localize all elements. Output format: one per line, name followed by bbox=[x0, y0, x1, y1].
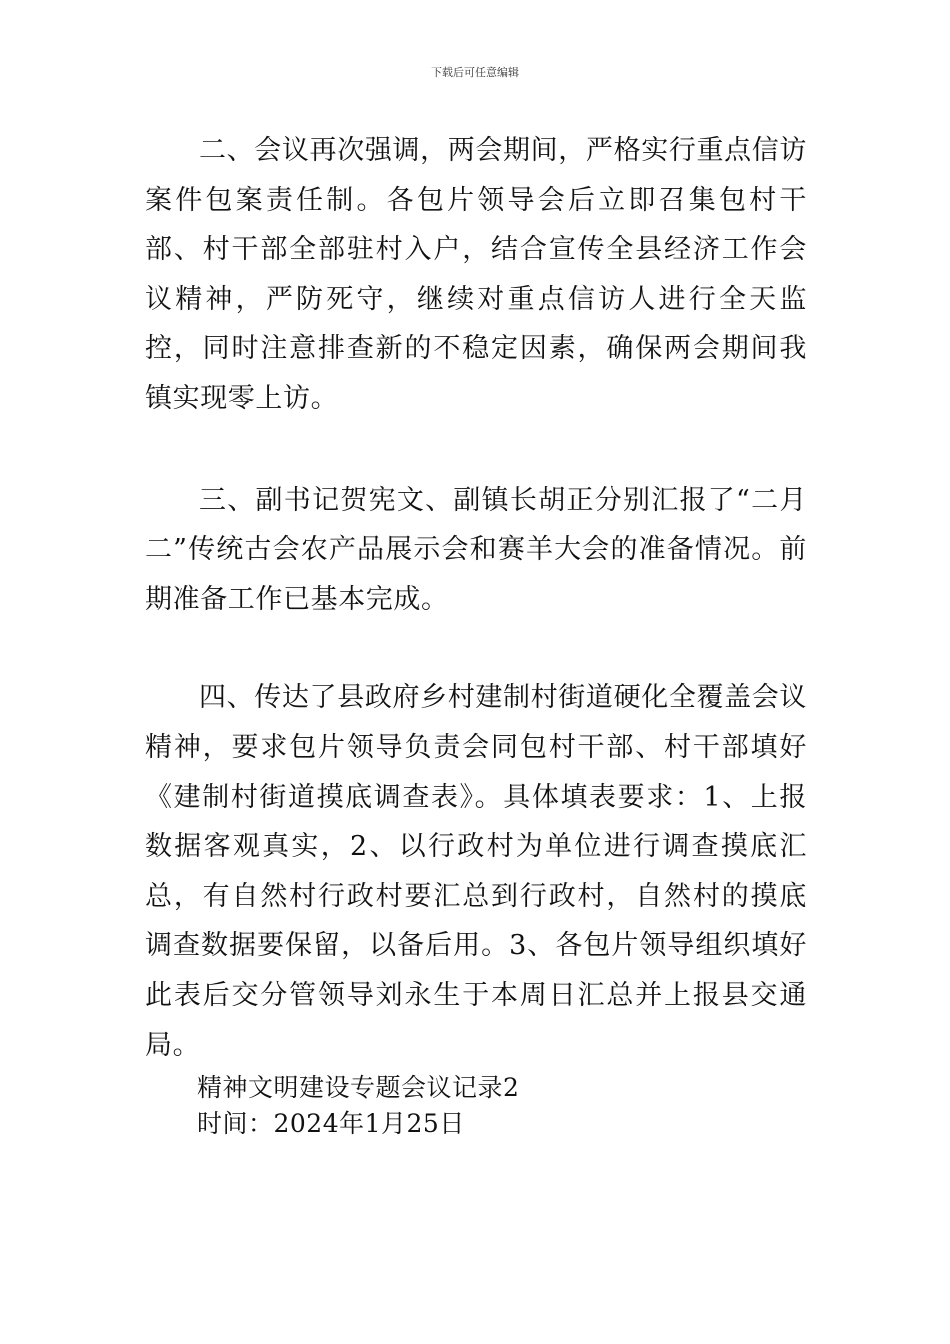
paragraph-four: 四、传达了县政府乡村建制村街道硬化全覆盖会议精神，要求包片领导负责会同包村干部、村干部填好《建制村街道摸底调查表》。具体填表要求：1、上报数据客观真实，2、以行政村为单位进行调查摸底汇总，有自然村行政村要汇总到行政村，自然村的摸底调查数据要保留，以备后用。3、各包片领导组织填好此表后交分管领导刘永生于本周日汇总并上报县交通局。 bbox=[145, 682, 807, 1061]
paragraph-two: 二、会议再次强调，两会期间，严格实行重点信访案件包案责任制。各包片领导会后立即召集包村干部、村干部全部驻村入户，结合宣传全县经济工作会议精神，严防死守，继续对重点信访人进行全天监控，同时注意排查新的不稳定因素，确保两会期间我镇实现零上访。 bbox=[145, 135, 807, 414]
paragraph-three: 三、副书记贺宪文、副镇长胡正分别汇报了“二月二”传统古会农产品展示会和赛羊大会的准备情况。前期准备工作已基本完成。 bbox=[145, 484, 807, 615]
page-header: 下载后可任意编辑 bbox=[431, 66, 519, 79]
meeting-time: 时间：2024年1月25日 bbox=[197, 1109, 465, 1139]
document-body bbox=[145, 126, 807, 1142]
section-title: 精神文明建设专题会议记录2 bbox=[197, 1073, 520, 1103]
